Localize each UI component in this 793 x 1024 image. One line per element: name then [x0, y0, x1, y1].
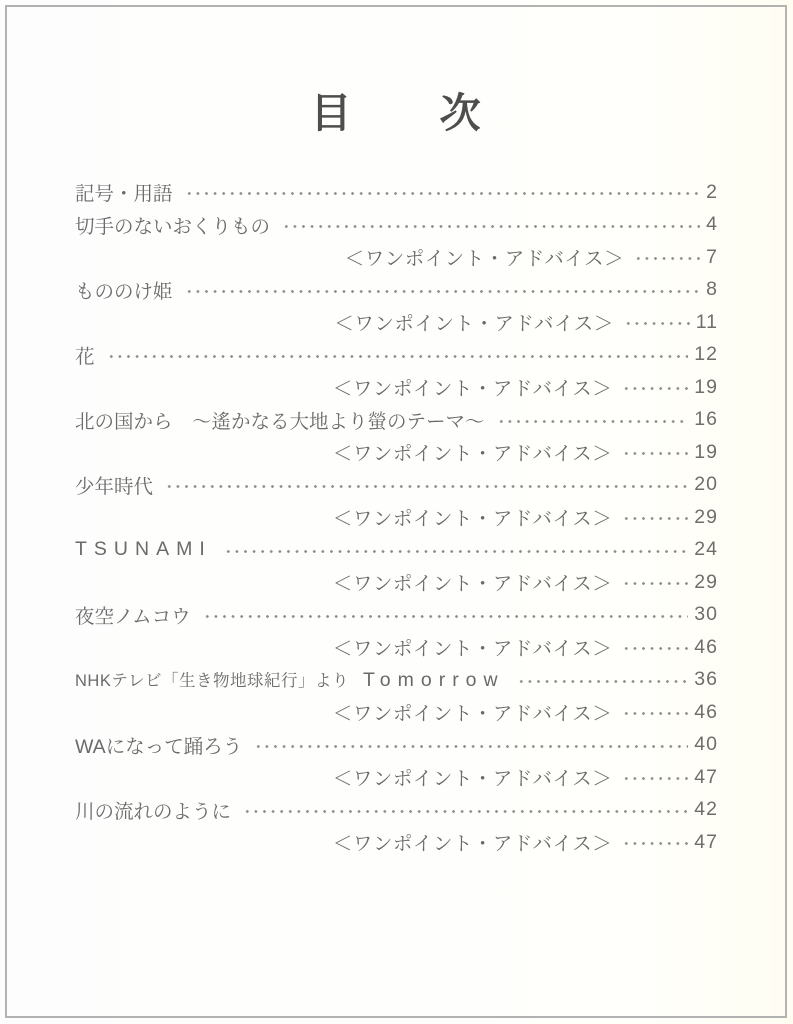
- dot-leader: [622, 761, 688, 794]
- toc-entry-row: [75, 209, 718, 242]
- advice-label: ＜ワンポイント・アドバイス＞: [332, 703, 613, 726]
- advice-label: ＜ワンポイント・アドバイス＞: [332, 508, 613, 531]
- toc-entry-row: [75, 176, 718, 209]
- dot-leader: [622, 371, 688, 404]
- toc-entry-row: [75, 404, 718, 437]
- toc-entry-title: [75, 211, 270, 239]
- dot-leader: [622, 631, 688, 664]
- toc-entry-title-text: TSUNAMI: [75, 538, 212, 561]
- advice-label: ＜ワンポイント・アドバイス＞: [332, 573, 613, 596]
- toc-entry-row: [75, 599, 718, 632]
- advice-page-number: 29: [694, 505, 718, 528]
- advice-page-number: 29: [694, 570, 718, 593]
- toc-advice-row: [75, 306, 718, 339]
- toc-entry-page-number: 2: [706, 180, 718, 203]
- dot-leader: [622, 696, 688, 729]
- advice-label: ＜ワンポイント・アドバイス＞: [344, 248, 625, 271]
- toc-entry-title: [75, 601, 191, 629]
- dot-leader: [622, 436, 688, 469]
- dot-leader: [622, 566, 688, 599]
- toc-entry-title-text: 切手のないおくりもの: [75, 215, 271, 238]
- advice-page-number: 7: [706, 245, 718, 268]
- toc-entry-row: [75, 469, 718, 502]
- toc-entry-page-number: 16: [694, 408, 718, 431]
- toc-entry-page-number: 12: [694, 343, 718, 366]
- toc-entry-page-number: 20: [694, 473, 718, 496]
- toc-advice-row: [75, 241, 718, 274]
- toc-entry-row: [75, 339, 718, 372]
- toc-entry-page-number: 4: [706, 213, 718, 236]
- advice-page-number: 19: [694, 375, 718, 398]
- toc-entry-row: [75, 794, 718, 827]
- dot-leader: [634, 241, 700, 274]
- toc-advice-row: [75, 501, 718, 534]
- dot-leader: [185, 176, 701, 209]
- advice-page-number: 46: [694, 635, 718, 658]
- toc-entry-title-prefix: NHKテレビ「生き物地球紀行」より: [75, 672, 350, 691]
- toc-entry-page-number: 30: [694, 603, 718, 626]
- toc-advice-row: [75, 631, 718, 664]
- toc-entry-row: [75, 664, 718, 697]
- toc-list: [75, 176, 718, 859]
- dot-leader: [107, 339, 689, 372]
- toc-entry-title-text: WAになって踊ろう: [75, 735, 243, 758]
- dot-leader: [622, 501, 688, 534]
- toc-entry-title-text: 川の流れのように: [75, 800, 232, 823]
- toc-entry-title: [75, 471, 153, 499]
- toc-entry-row: [75, 274, 718, 307]
- advice-label: ＜ワンポイント・アドバイス＞: [332, 768, 613, 791]
- advice-page-number: 11: [695, 310, 718, 333]
- dot-leader: [165, 469, 688, 502]
- toc-entry-title: [75, 406, 485, 434]
- toc-entry-title: [75, 796, 231, 824]
- advice-label: ＜ワンポイント・アドバイス＞: [332, 638, 613, 661]
- toc-entry-page-number: 42: [694, 798, 718, 821]
- advice-label: ＜ワンポイント・アドバイス＞: [332, 443, 613, 466]
- dot-leader: [203, 599, 689, 632]
- toc-advice-row: [75, 371, 718, 404]
- advice-label: ＜ワンポイント・アドバイス＞: [332, 378, 613, 401]
- dot-leader: [624, 306, 690, 339]
- toc-entry-title-text: 花: [75, 345, 95, 368]
- dot-leader: [517, 664, 689, 697]
- dot-leader: [497, 404, 689, 437]
- toc-entry-title-text: Tomorrow: [363, 669, 505, 692]
- page-title: 目 次: [310, 90, 483, 136]
- dot-leader: [243, 794, 688, 827]
- advice-page-number: 47: [694, 830, 718, 853]
- advice-page-number: 47: [694, 765, 718, 788]
- advice-page-number: 46: [694, 700, 718, 723]
- dot-leader: [622, 826, 688, 859]
- dot-leader: [224, 534, 689, 567]
- toc-entry-title: [75, 178, 173, 206]
- advice-label: ＜ワンポイント・アドバイス＞: [334, 313, 614, 336]
- table-of-contents: [75, 0, 718, 859]
- toc-advice-row: [75, 761, 718, 794]
- toc-entry-row: [75, 729, 718, 762]
- dot-leader: [254, 729, 688, 762]
- advice-page-number: 19: [694, 440, 718, 463]
- toc-advice-row: [75, 696, 718, 729]
- toc-entry-title-text: 記号・用語: [75, 183, 173, 206]
- toc-entry-title: [75, 276, 173, 304]
- toc-entry-title: [75, 538, 212, 561]
- advice-label: ＜ワンポイント・アドバイス＞: [332, 833, 613, 856]
- toc-entry-page-number: 36: [694, 668, 718, 691]
- toc-entry-title-text: 北の国から ～遙かなる大地より螢のテーマ～: [75, 410, 485, 433]
- toc-entry-page-number: 8: [706, 278, 718, 301]
- toc-entry-title-text: 夜空ノムコウ: [75, 605, 191, 628]
- dot-leader: [185, 274, 701, 307]
- dot-leader: [282, 209, 700, 242]
- toc-entry-page-number: 24: [694, 538, 718, 561]
- toc-entry-title: [75, 341, 95, 369]
- toc-entry-page-number: 40: [694, 733, 718, 756]
- toc-entry-title: [75, 731, 242, 759]
- toc-entry-row: [75, 534, 718, 567]
- toc-entry-title: [75, 667, 505, 692]
- toc-entry-title-text: 少年時代: [75, 475, 154, 498]
- toc-advice-row: [75, 826, 718, 859]
- toc-advice-row: [75, 436, 718, 469]
- toc-entry-title-text: もののけ姫: [75, 280, 173, 303]
- toc-advice-row: [75, 566, 718, 599]
